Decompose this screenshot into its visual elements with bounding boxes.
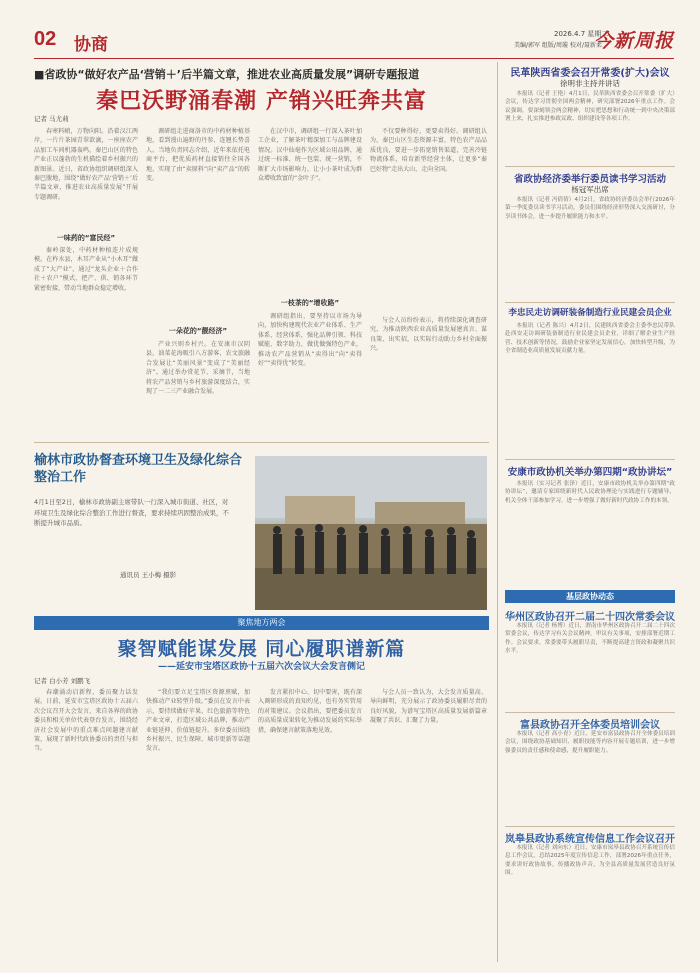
feature-col4 xyxy=(370,688,487,963)
right-bottom-2-body: 本报讯（记者 高小青）近日，延安市富县政协召开全体委员培训会议，围绕政协基础知识、履职技能等内容开展专题培训，进一步增强委员的责任感和使命感，提升履职能力。 xyxy=(505,731,675,754)
issue-date: 2026.4.7 星期二 xyxy=(554,30,609,38)
right-divider-1 xyxy=(505,166,675,167)
lead-col1-text: 春寒料峭，万物向阳。沿着汉江两岸，一片片茶园青翠欲滴，一座座农产品加工车间机器轰鸣，秦巴山区的特色产业正以蓬勃的生机描绘着乡村振兴的新图景。近日，省政协组织调研组深入秦巴腹地，围绕“做好农产品‘营销＋’后半篇文章，推进农业高质量发展”开展专题调研。 xyxy=(34,128,138,201)
right-article-2-title: 省政协经济委举行委员读书学习活动 xyxy=(513,174,666,185)
right-article-1-text xyxy=(505,90,675,160)
column-divider xyxy=(497,62,498,962)
lead-col2 xyxy=(146,127,250,312)
right-article-3-title: 李忠民走访调研装备制造行业民建会员企业 xyxy=(508,308,672,318)
right-divider-2 xyxy=(505,302,675,303)
lead-col4 xyxy=(370,127,487,312)
lead-col1 xyxy=(34,127,138,227)
right-article-3-text xyxy=(505,322,675,456)
group-photo xyxy=(255,456,487,610)
right-divider-3 xyxy=(505,459,675,460)
right-bottom-1-body: 本报讯（记者 杨博）近日，渭南市华州区政协召开二届二十四次常委会议，传达学习有关会议精神，审议有关事项，安排部署近期工作。会议要求，常委要带头履职尽责，不断提高建言资政和凝聚共识水平。 xyxy=(505,623,675,655)
right-bottom-2-title: 富县政协召开全体委员培训会议 xyxy=(520,720,660,731)
right-article-4-body: 本报讯（实习记者 张泽）近日，安康市政协机关举办第四期“政协讲坛”，邀请专家围绕新时代人民政协理论与实践进行专题辅导，机关全体干部参加学习，进一步增强了做好新时代政协工作的本领。 xyxy=(505,481,675,504)
lead-divider xyxy=(34,442,489,443)
right-divider-4 xyxy=(505,712,675,713)
lead-col1b xyxy=(34,246,138,436)
feature-col3 xyxy=(258,688,362,963)
page-number: 02 xyxy=(34,28,57,50)
lead-byline: 记者 马尤莉 xyxy=(34,115,69,123)
lead-col3b xyxy=(258,312,362,436)
editors-line: 美编/郭军 组版/周璇 校对/聂新柔 xyxy=(514,42,602,49)
photo-story-byline: 通讯员 王小梅 摄影 xyxy=(120,571,177,579)
right-article-2-text xyxy=(505,196,675,300)
right-bottom-1-text xyxy=(505,622,675,710)
feature-col1-text: 春潮涌动启新程，委员聚力话发展。日前，延安市宝塔区政协十五届六次会议召开大会发言，来自各界的政协委员和相关单位代表登台发言，围绕经济社会发展中的重点难点问题建言献策，展现了新时代政协委员的责任与担当。 xyxy=(34,689,138,753)
photo-story-caption: 4月1日至2日，榆林市政协副主席带队一行深入城市街道、社区，对环境卫生及绿化综合整治工作进行督查，要求持续巩固整治成果，不断提升城市品质。 xyxy=(34,498,229,527)
right-divider-5 xyxy=(505,826,675,827)
feature-byline: 记者 白小芳 刘鹏飞 xyxy=(34,677,91,685)
lead-col4b-text: 与会人员纷纷表示，将持续深化调查研究，为推动陕西农业高质量发展建真言、谋良策、出实招，以实际行动助力乡村全面振兴。 xyxy=(370,317,487,353)
right-article-3-body: 本报讯（记者 陈兴）4月2日，民建陕西省委会主委李忠民带队赴西安走访调研装备制造行业民建会员企业，详细了解企业生产经营、技术创新等情况，鼓励企业家坚定发展信心，加快转型升级，为全省制造业高质量发展贡献力量。 xyxy=(505,323,675,355)
right-article-4-title: 安康市政协机关举办第四期“政协讲坛” xyxy=(507,467,673,478)
feature-col3-text: 发言紧扣中心、切中要害，既有深入调研形成的真知灼见，也有务实管用的对策建议。会议指出，要把委员发言的高质量成果转化为推动发展的实际举措，确保建言献策落地见效。 xyxy=(258,689,362,734)
lead-headline: 秦巴沃野涌春潮 产销兴旺奔共富 xyxy=(96,88,427,114)
lead-col3-text: 在汉中市，调研组一行深入茶叶加工企业，了解茶叶精深加工与品牌建设情况。汉中仙毫作为区域公用品牌，通过统一标准、统一包装、统一营销，不断扩大市场影响力，让小小茶叶成为群众增收致富的“金叶子”。 xyxy=(258,128,362,183)
lead-col4b xyxy=(370,316,487,436)
lead-subhead-1: 一味药的“富民经” xyxy=(56,234,116,242)
lead-col2b-text: 产业兴则乡村兴。在安康市汉阴县，油菜花海吸引八方游客，农文旅融合发展让“美丽风景”变成了“美丽经济”。通过举办赏花节、采摘节，当地将农产品营销与乡村旅游深度结合，实现了一二三产业融合发展。 xyxy=(146,341,250,396)
lead-kicker: ■省政协“做好农产品‘营销＋’后半篇文章，推进农业高质量发展”调研专题报道 xyxy=(34,68,420,81)
lead-col4-text: 不仅要种得好，更要卖得好。调研组认为，秦巴山区生态资源丰富，特色农产品品质优良，要进一步拓宽销售渠道，完善冷链物流体系，培育新型经营主体，让更多“秦巴好物”走出大山、走向全国。 xyxy=(370,128,487,173)
lead-col3 xyxy=(258,127,362,289)
right-bottom-3-title: 岚皋县政协系统宣传信息工作会议召开 xyxy=(505,834,675,845)
right-article-1-subtitle: 徐明非主持并讲话 xyxy=(560,79,620,88)
lead-col1b-text: 秦岭深处，中药材种植连片成规模。在柞水县，木耳产业从“小木耳”做成了“大产业”，通过“龙头企业＋合作社＋农户”模式，把产、供、销各环节紧密衔接，带动当地群众稳定增收。 xyxy=(34,247,138,292)
lead-subhead-3: 一枝茶的“增收路” xyxy=(280,299,340,307)
newspaper-logo: 今新周报 xyxy=(593,30,674,52)
right-bottom-1-title: 华州区政协召开二届二十四次常委会议 xyxy=(505,612,675,623)
right-article-2-subtitle: 杨冠军出席 xyxy=(571,185,609,194)
feature-col2 xyxy=(146,688,250,963)
feature-headline: 聚智赋能谋发展 同心履职谱新篇 xyxy=(117,638,406,660)
section-name: 协商 xyxy=(74,35,108,55)
photo-story-title: 榆林市政协督查环境卫生及绿化综合整治工作 xyxy=(34,453,243,485)
right-bottom-3-body: 本报讯（记者 刘向东）近日，安康市岚皋县政协召开系统宣传信息工作会议，总结2025年度宣传信息工作，部署2026年重点任务，要求讲好政协故事，传播政协声音，为全县高质量发展营造良好氛围。 xyxy=(505,845,675,877)
right-article-1-body: 本报讯（记者 王艳）4月1日，民革陕西省委会召开常委（扩大）会议，传达学习贯彻全国两会精神，研究部署2026年重点工作。会议强调，要深刻领会两会精神，切实把思想和行动统一到中央决策部署上来，扎实推进参政议政、组织建设等各项工作。 xyxy=(505,91,675,123)
feature-subtitle: ——延安市宝塔区政协十五届六次会议大会发言侧记 xyxy=(157,662,365,672)
right-article-2-body: 本报讯（记者 冯倩倩）4月2日，省政协经济委员会举行2026年第一季度委员读书学习活动，委员们围绕经济形势深入交流研讨，分享读书体会，进一步提升履职能力和水平。 xyxy=(505,197,675,220)
right-article-4-text xyxy=(505,480,675,582)
grassroots-banner: 基层政协动态 xyxy=(505,590,675,603)
group-photo-illustration xyxy=(255,456,487,610)
feature-col2-text: “我们要立足宝塔区资源禀赋，加快推动产业转型升级。”委员在发言中表示，要持续做好苹果、红色旅游等特色产业文章，打造区域公共品牌，推动产业链延伸、价值链提升。多位委员围绕乡村振兴、民生保障、城市更新等话题发言。 xyxy=(146,689,250,753)
right-article-1-title: 民革陕西省委会召开常委(扩大)会议 xyxy=(510,68,670,79)
right-bottom-2-text xyxy=(505,730,675,822)
feature-col4-text: 与会人员一致认为，大会发言质量高、导向鲜明，充分展示了政协委员履职尽责的良好风貌，为谱写宝塔区高质量发展新篇章凝聚了共识、汇聚了力量。 xyxy=(370,689,487,725)
feature-banner: 聚焦地方两会 xyxy=(34,616,489,630)
lead-col3b-text: 调研组指出，要坚持以市场为导向，加快构建现代农业产业体系、生产体系、经营体系，强化品牌引领、科技赋能、数字助力，做优做强特色产业，推动农产品营销从“卖得出”向“卖得好”“卖得优”转变。 xyxy=(258,313,362,368)
lead-col2b xyxy=(146,340,250,436)
page-header xyxy=(34,26,674,59)
right-bottom-3-text xyxy=(505,844,675,962)
feature-col1 xyxy=(34,688,138,963)
lead-subhead-2: 一朵花的“靓经济” xyxy=(168,327,228,335)
lead-col2-text: 调研组走进商洛市的中药材种植基地，看到漫山遍野的丹参、连翘长势喜人。当地负责同志介绍，近年来依托电商平台，把优质药材直接销往全国各地，实现了由“卖原料”向“卖产品”的转变。 xyxy=(146,128,250,183)
